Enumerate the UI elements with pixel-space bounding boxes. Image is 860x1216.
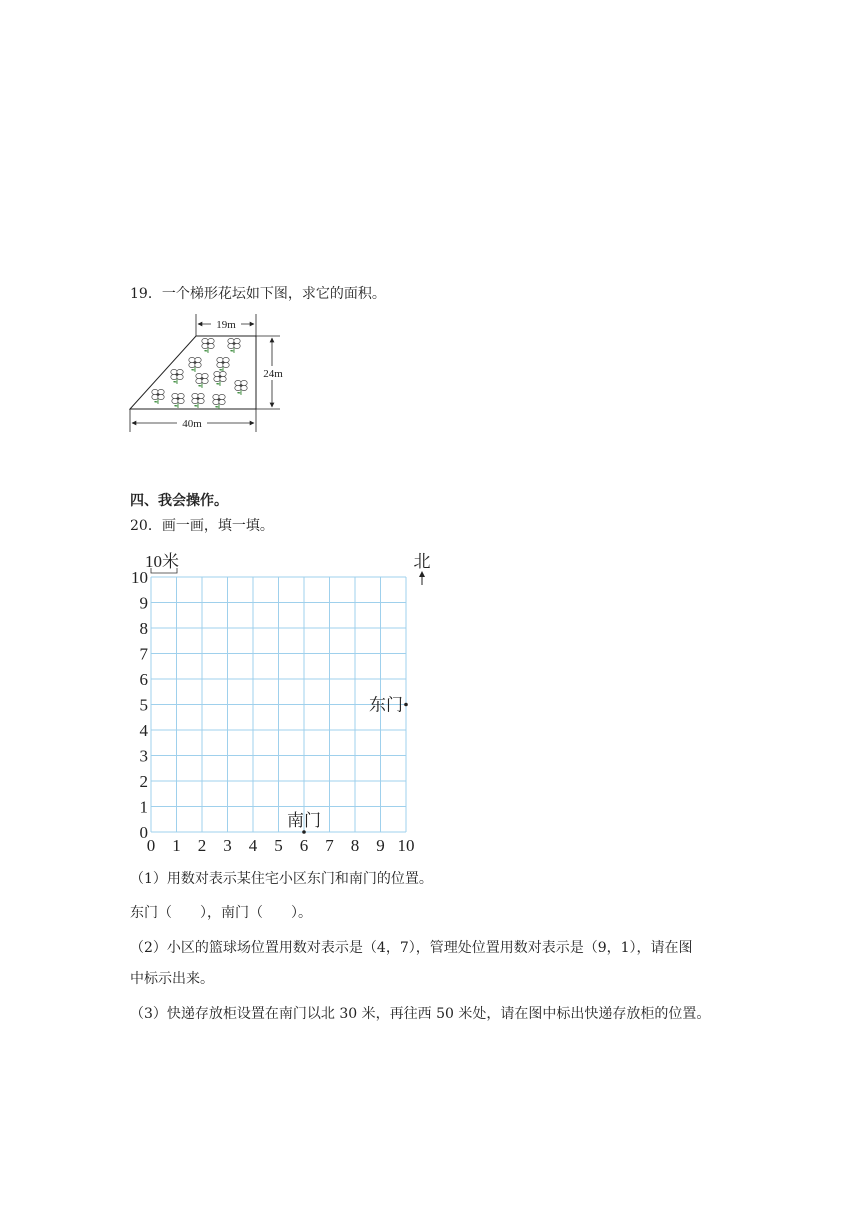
q20-number: 20． (130, 518, 162, 534)
q20-text: 画一画，填一填。 (161, 518, 274, 534)
x-tick-label: 3 (223, 836, 232, 855)
east-gate-point (404, 703, 408, 707)
y-tick-label: 5 (139, 695, 148, 715)
x-tick-label: 1 (172, 836, 181, 855)
scale-label: 10米 (145, 552, 179, 571)
q20-prompt (130, 515, 274, 535)
flower-icon (217, 357, 229, 372)
height-label: 24m (263, 368, 283, 380)
x-tick-label: 7 (325, 836, 334, 855)
y-tick-label: 8 (139, 619, 148, 638)
east-gate-label: 东门 (369, 695, 403, 715)
q19-number: 19． (130, 286, 162, 302)
x-tick-label: 2 (197, 836, 207, 855)
q20-sub2-line2: 中标示出来。 (130, 971, 214, 987)
flower-icon (172, 393, 184, 408)
x-tick-label: 6 (299, 836, 309, 855)
y-tick-label: 2 (139, 772, 148, 791)
section-title: 四、我会操作。 (130, 493, 228, 509)
y-tick-label: 7 (139, 644, 148, 664)
south-gate-label: 南门 (287, 811, 321, 830)
x-tick-label: 5 (274, 836, 283, 855)
q20-sub1-answer: 东门（ ），南门（ ）。 (130, 905, 312, 921)
north-label: 北 (413, 552, 431, 571)
x-axis-ticks (147, 836, 415, 855)
q19-text: 一个梯形花坛如下图，求它的面积。 (161, 286, 386, 302)
x-tick-label: 10 (397, 836, 415, 855)
x-tick-label: 4 (248, 836, 258, 855)
q20-sub2-line1: （2）小区的篮球场位置用数对表示是（4，7），管理处位置用数对表示是（9，1），请在图 (130, 940, 693, 956)
flower-icon (171, 369, 183, 384)
south-gate-point (302, 830, 306, 834)
flower-icon (213, 394, 225, 409)
y-tick-label: 3 (139, 746, 148, 766)
flower-icon (189, 357, 201, 372)
coordinate-grid (125, 545, 435, 855)
y-axis-ticks (131, 568, 149, 842)
flower-icons (152, 338, 247, 409)
y-tick-label: 6 (139, 670, 148, 689)
q20-sub1: （1）用数对表示某住宅小区东门和南门的位置。 (130, 871, 433, 887)
y-tick-label: 1 (139, 797, 148, 817)
flower-icon (214, 371, 226, 386)
y-tick-label: 4 (139, 721, 148, 740)
top-base-label: 19m (216, 319, 236, 331)
x-tick-label: 8 (350, 836, 360, 855)
flower-icon (202, 338, 214, 353)
q19-prompt (130, 283, 386, 303)
flower-icon (152, 389, 164, 404)
flower-icon (196, 373, 208, 388)
flower-icon (228, 338, 240, 353)
y-tick-label: 10 (131, 568, 148, 587)
y-tick-label: 9 (139, 593, 148, 613)
north-arrowhead-icon (419, 571, 425, 577)
x-tick-label: 9 (376, 836, 385, 855)
grid-lines (151, 577, 406, 832)
x-tick-label: 0 (146, 836, 156, 855)
y-tick-label: 0 (139, 823, 148, 842)
q20-sub3: （3）快递存放柜设置在南门以北 30 米，再往西 50 米处，请在图中标出快递存放柜的位置。 (130, 1006, 711, 1022)
trapezoid-flowerbed-figure (120, 306, 300, 438)
flower-icon (235, 380, 247, 395)
flower-icon (192, 393, 204, 408)
bottom-base-label: 40m (182, 418, 202, 430)
